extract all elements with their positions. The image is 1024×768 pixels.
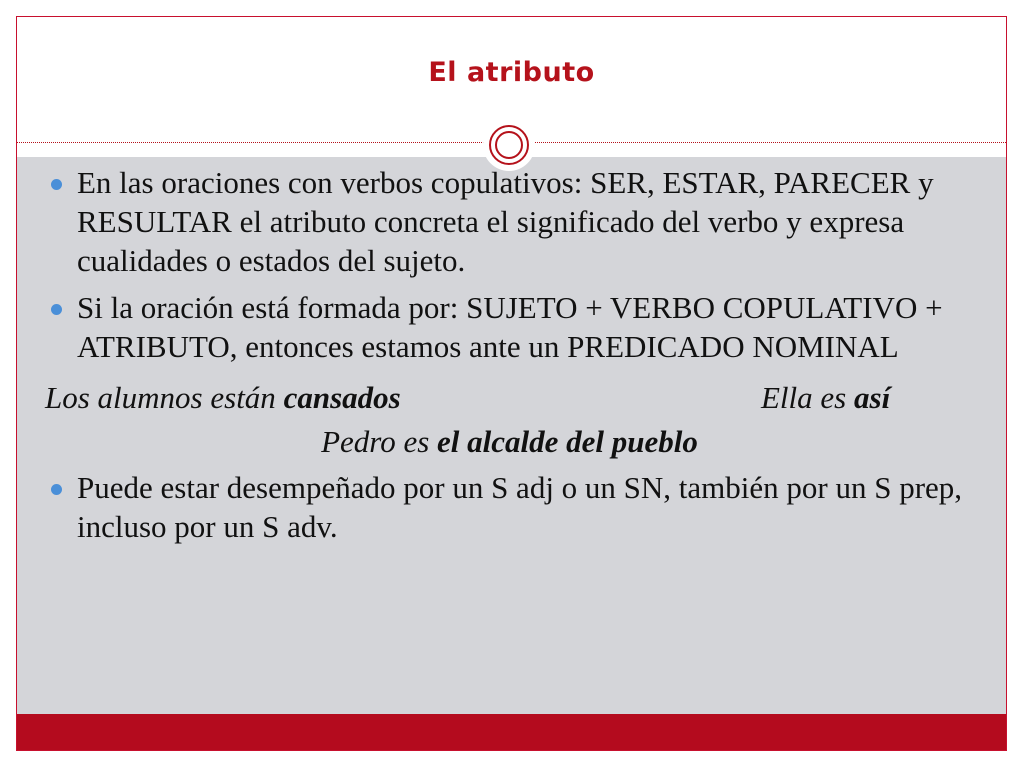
- bullet-text: En las oraciones con verbos copulativos: SER, ESTAR, PARECER y RESULTAR el atributo concreta el significado del verbo y expresa cualidades o estados del sujeto.: [77, 165, 934, 278]
- footer-band: [17, 714, 1006, 750]
- example-1: [45, 378, 401, 417]
- slide-content: [45, 163, 994, 554]
- bullet-dot-icon: [51, 304, 62, 315]
- bullet-item: [45, 288, 994, 366]
- example-1-attribute: cansados: [283, 380, 401, 415]
- bullet-text: Si la oración está formada por: SUJETO + VERBO COPULATIVO + ATRIBUTO, entonces estamos ante un PREDICADO NOMINAL: [77, 290, 943, 364]
- inner-ring: [495, 131, 523, 159]
- slide-title: El atributo: [428, 57, 595, 88]
- example-2-text: Ella es: [761, 380, 854, 415]
- bullet-item: [45, 468, 994, 546]
- bullet-item: [45, 163, 994, 280]
- bullet-text: Puede estar desempeñado por un S adj o un SN, también por un S prep, incluso por un S adv.: [77, 470, 963, 544]
- bullet-dot-icon: [51, 484, 62, 495]
- example-3-text: Pedro es: [321, 424, 438, 459]
- example-3-attribute: el alcalde del pueblo: [437, 424, 698, 459]
- slide-frame: [16, 16, 1007, 751]
- example-1-text: Los alumnos están: [45, 380, 284, 415]
- example-row: [45, 374, 994, 422]
- example-2-attribute: así: [854, 380, 891, 415]
- example-2: [761, 378, 890, 417]
- bullet-dot-icon: [51, 179, 62, 190]
- example-3: [45, 422, 994, 468]
- outer-ring: [489, 125, 529, 165]
